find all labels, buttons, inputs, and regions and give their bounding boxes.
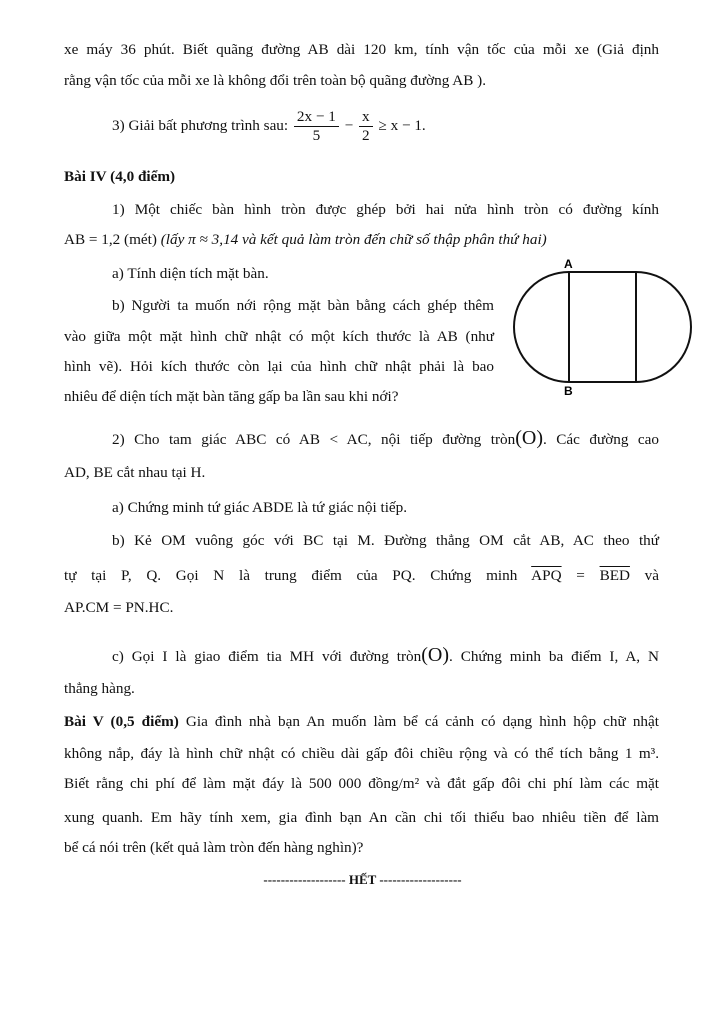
bai4-p1-note: (lấy π ≈ 3,14 và kết quả làm tròn đến chữ số thập phân thứ hai) xyxy=(160,231,547,248)
bai4-p2c-line-1 xyxy=(112,645,659,667)
bai4-p2b-line-1: b) Kẻ OM vuông góc với BC tại M. Đường thẳng OM cắt AB, AC theo thứ xyxy=(112,532,659,549)
bai5-line-5: bể cá nói trên (kết quả làm tròn đến hàng nghìn)? xyxy=(64,839,364,856)
label-b: B xyxy=(564,384,573,398)
bai4-p2-circle: (O) xyxy=(515,427,543,449)
bai4-p2b-equals: = xyxy=(561,567,600,584)
fraction-1 xyxy=(294,108,339,145)
table-diagram xyxy=(496,258,696,398)
q3-minus: − xyxy=(344,117,354,134)
table-outline xyxy=(514,272,691,382)
bai4-p2-text-b: . Các đường cao xyxy=(543,431,660,448)
bai5-title: Bài V (0,5 điểm) xyxy=(64,713,179,730)
fraction-2-denominator: 2 xyxy=(362,127,370,145)
bai4-p1b-line-3: hình vẽ). Hỏi kích thước còn lại của hình chữ nhật phải là bao xyxy=(64,358,494,375)
q3-suffix: ≥ x − 1. xyxy=(378,117,426,134)
bai4-p2-line-1 xyxy=(112,428,659,450)
fraction-1-numerator: 2x − 1 xyxy=(294,108,339,127)
bai4-p2c-line-2: thẳng hàng. xyxy=(64,680,135,697)
bai4-p2-line-2: AD, BE cắt nhau tại H. xyxy=(64,464,206,481)
bai5-line-2: không nắp, đáy là hình chữ nhật có chiều dài gấp đôi chiều rộng và có thể tích bằng 1 m³. xyxy=(64,745,659,762)
bai4-p1-diameter: AB = 1,2 (mét) xyxy=(64,231,157,248)
end-marker: ------------------- HẾT ------------------- xyxy=(263,872,462,887)
bai4-p2b-text-b: và xyxy=(629,567,659,584)
bai4-p1b-line-2: vào giữa một mặt hình chữ nhật có một kích thước là AB (như xyxy=(64,328,494,345)
bai5-line-3: Biết rằng chi phí để làm mặt đáy là 500 000 đồng/m² và đắt gấp đôi chi phí làm các mặt xyxy=(64,775,659,792)
bai4-p2a: a) Chứng minh tứ giác ABDE là tứ giác nội tiếp. xyxy=(112,499,408,516)
label-a: A xyxy=(564,258,573,271)
bai5-line-4: xung quanh. Em hãy tính xem, gia đình bạn An cần chi tối thiểu bao nhiêu tiền để làm xyxy=(64,809,659,826)
bai4-p2b-line-3: AP.CM = PN.HC. xyxy=(64,599,174,616)
q3-prefix: 3) Giải bất phương trình sau: xyxy=(112,117,289,134)
arc-apq: $\overline{APQ}$ xyxy=(531,567,562,584)
bai4-p2b-text-a: tự tại P, Q. Gọi N là trung điểm của PQ. Chứng minh xyxy=(64,567,518,584)
bai4-p1a: a) Tính diện tích mặt bàn. xyxy=(112,265,269,282)
bai3-question-3 xyxy=(112,106,426,146)
arc-bed: $\overline{BED}$ xyxy=(599,567,630,584)
bai4-p2b-line-2 xyxy=(64,566,659,586)
bai3-line-2: rằng vận tốc của mỗi xe là không đổi trên toàn bộ quãng đường AB ). xyxy=(64,72,487,89)
fraction-2-numerator: x xyxy=(359,108,373,127)
fraction-2 xyxy=(359,108,373,145)
bai4-p1b-line-4: nhiêu để diện tích mặt bàn tăng gấp ba lần sau khi nới? xyxy=(64,388,399,405)
fraction-1-denominator: 5 xyxy=(312,127,321,145)
bai5-line-1 xyxy=(64,712,659,732)
bai4-p2-text-a: 2) Cho tam giác ABC có AB < AC, nội tiếp đường tròn xyxy=(112,431,516,448)
bai4-p1b-line-1: b) Người ta muốn nới rộng mặt bàn bằng cách ghép thêm xyxy=(112,297,494,314)
bai4-p2c-circle: (O) xyxy=(421,644,449,666)
bai4-p2c-text-a: c) Gọi I là giao điểm tia MH với đường tròn xyxy=(112,648,422,665)
bai4-p1-line-1: 1) Một chiếc bàn hình tròn được ghép bởi hai nửa hình tròn có đường kính xyxy=(112,201,659,218)
bai4-p1-line-2 xyxy=(64,230,547,250)
bai4-p2c-text-b: . Chứng minh ba điểm I, A, N xyxy=(449,648,659,665)
bai5-line-1-text: Gia đình nhà bạn An muốn làm bể cá cảnh có dạng hình hộp chữ nhật xyxy=(178,713,659,730)
bai4-title: Bài IV (4,0 điểm) xyxy=(64,168,176,185)
bai3-line-1: xe máy 36 phút. Biết quãng đường AB dài 120 km, tính vận tốc của mỗi xe (Giả định xyxy=(64,41,659,58)
